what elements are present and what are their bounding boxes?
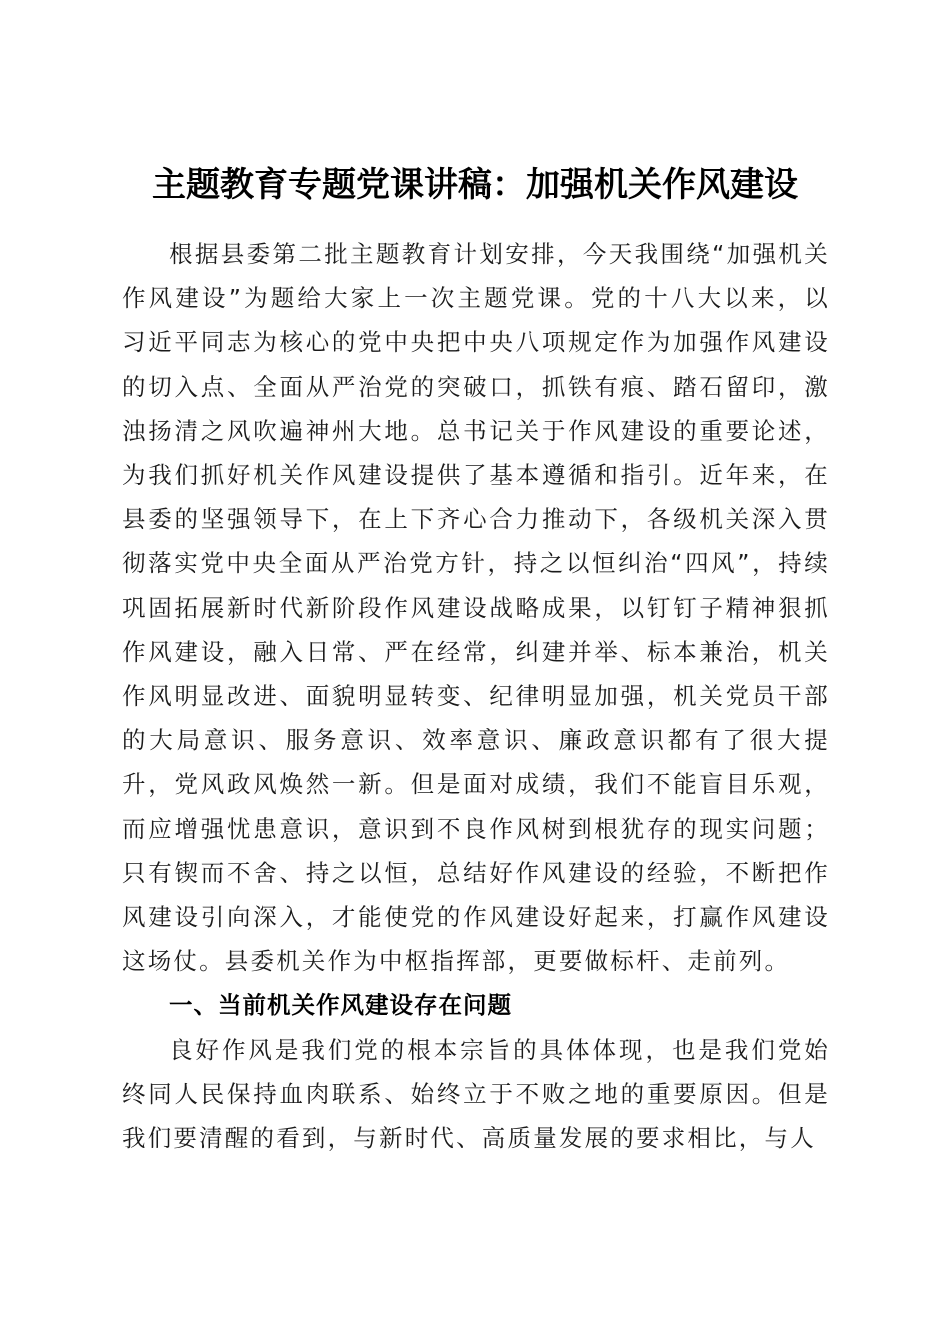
section-1-heading: 一、当前机关作风建设存在问题 xyxy=(169,991,512,1020)
document-body xyxy=(122,232,830,1160)
intro-paragraph: 根据县委第二批主题教育计划安排，今天我围绕“加强机关作风建设”为题给大家上一次主题党课。党的十八大以来，以习近平同志为核心的党中央把中央八项规定作为加强作风建设的切入点、全面从严治党的突破口，抓铁有痕、踏石留印，激浊扬清之风吹遍神州大地。总书记关于作风建设的重要论述，为我们抓好机关作风建设提供了基本遵循和指引。近年来，在县委的坚强领导下，在上下齐心合力推动下，各级机关深入贯彻落实党中央全面从严治党方针，持之以恒纠治“四风”，持续巩固拓展新时代新阶段作风建设战略成果，以钉钉子精神狠抓作风建设，融入日常、严在经常，纠建并举、标本兼治，机关作风明显改进、面貌明显转变、纪律明显加强，机关党员干部的大局意识、服务意识、效率意识、廉政意识都有了很大提升，党风政风焕然一新。但是面对成绩，我们不能盲目乐观，而应增强忧患意识，意识到不良作风树到根犹存的现实问题；只有锲而不舍、持之以恒，总结好作风建设的经验，不断把作风建设引向深入，才能使党的作风建设好起来，打赢作风建设这场仗。县委机关作为中枢指挥部，更要做标杆、走前列。 xyxy=(122,240,830,976)
section-1-paragraph: 良好作风是我们党的根本宗旨的具体体现，也是我们党始终同人民保持血肉联系、始终立于不败之地的重要原因。但是我们要清醒的看到，与新时代、高质量发展的要求相比，与人 xyxy=(122,1035,830,1153)
document-title: 主题教育专题党课讲稿：加强机关作风建设 xyxy=(152,164,798,205)
